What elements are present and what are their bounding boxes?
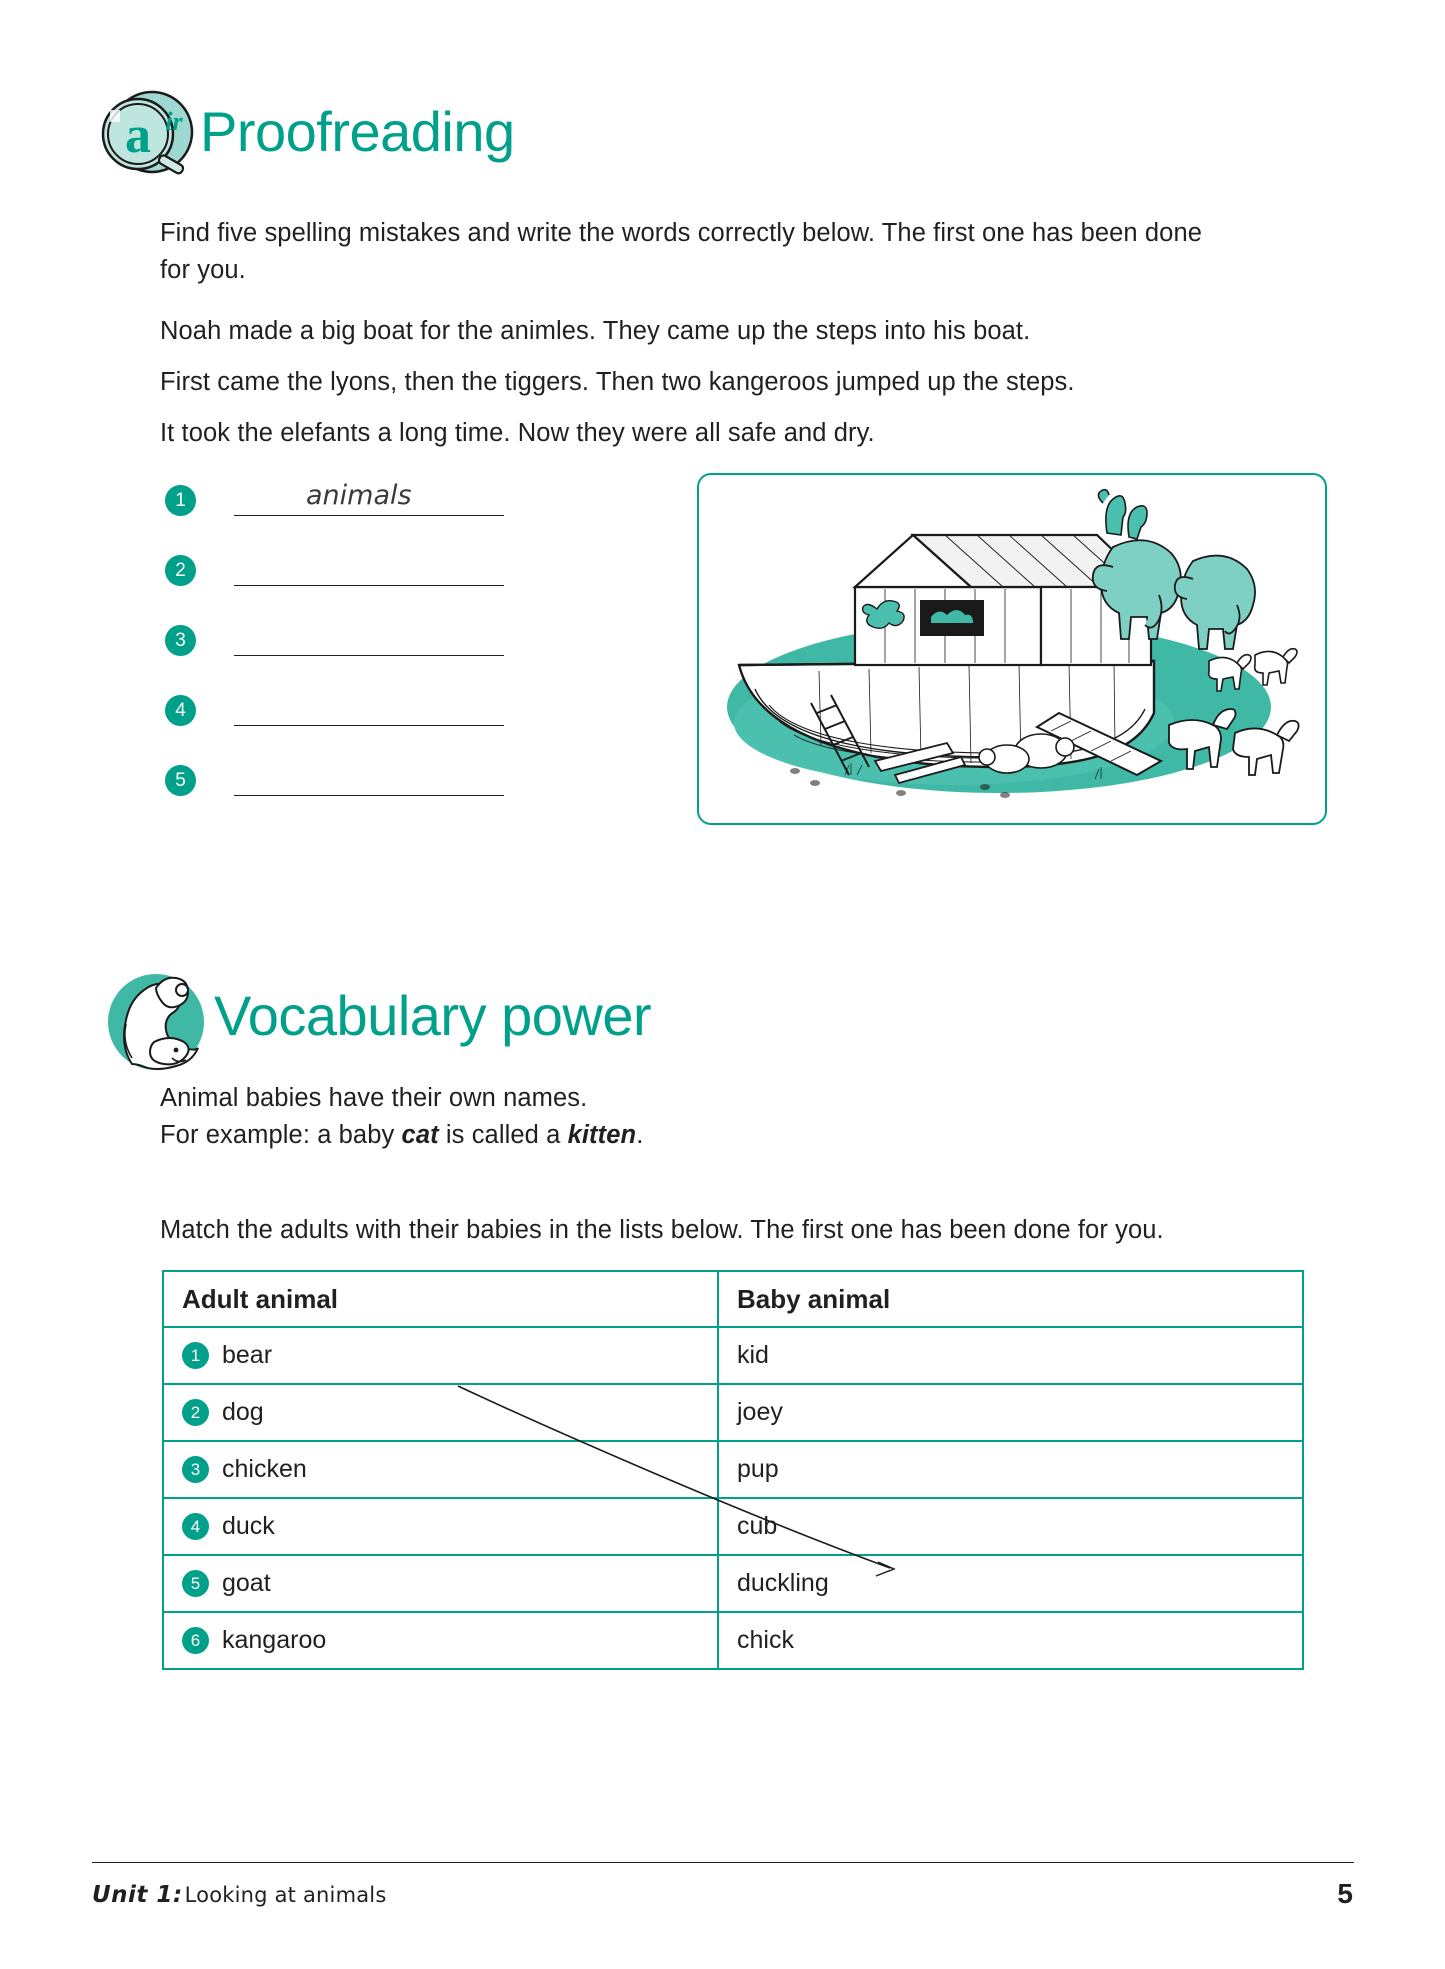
svg-text:a: a [125,107,151,164]
row-number-badge: 1 [182,1342,209,1369]
table-row[interactable] [163,1498,1303,1555]
table-row[interactable] [163,1384,1303,1441]
baby-cell[interactable]: chick [718,1612,1303,1669]
bold-word-kitten: kitten [567,1121,637,1149]
footer-divider [92,1862,1354,1863]
adult-baby-animal-table [162,1270,1304,1670]
answer-input-line[interactable] [234,556,504,586]
noahs-ark-illustration-frame [697,473,1327,825]
intro-post: . [636,1121,644,1149]
answer-number-badge: 4 [165,695,196,726]
intro-pre: For example: a baby [160,1121,402,1149]
footer-unit-number: Unit 1: [92,1882,183,1908]
column-header-adult: Adult animal [163,1271,718,1327]
proofreading-instruction: Find five spelling mistakes and write the words correctly below. The first one has been done for you. [160,219,1203,284]
svg-text:ir: ir [165,107,183,136]
noahs-ark-illustration [699,475,1325,823]
adult-animal-label: kangaroo [222,1626,327,1654]
footer-unit-subtitle: Looking at animals [184,1883,387,1907]
polar-bear-icon [96,960,214,1072]
answer-number-badge: 1 [165,485,196,516]
answer-input-line[interactable] [234,626,504,656]
adult-cell[interactable] [163,1327,718,1384]
adult-animal-label: goat [222,1569,271,1597]
answer-number-badge: 2 [165,555,196,586]
proofreading-heading [92,78,515,186]
adult-animal-label: bear [222,1341,273,1369]
table-row[interactable] [163,1441,1303,1498]
answer-number-badge: 5 [165,765,196,796]
answer-row-1[interactable] [165,480,504,516]
answer-number-badge: 3 [165,625,196,656]
adult-cell[interactable] [163,1441,718,1498]
bold-word-cat: cat [401,1121,439,1149]
answer-input-line[interactable] [234,696,504,726]
table-header-row [163,1271,1303,1327]
baby-cell[interactable]: cub [718,1498,1303,1555]
adult-cell[interactable] [163,1555,718,1612]
row-number-badge: 6 [182,1627,209,1654]
answer-row-3[interactable] [165,625,504,656]
page-number: 5 [1337,1878,1353,1909]
row-number-badge: 2 [182,1399,209,1426]
adult-cell[interactable] [163,1612,718,1669]
table-row[interactable] [163,1555,1303,1612]
answer-input-line[interactable] [234,480,504,516]
vocabulary-title: Vocabulary power [214,984,652,1047]
proofreading-title: Proofreading [200,100,515,163]
answer-row-5[interactable] [165,765,504,796]
baby-cell[interactable]: duckling [718,1555,1303,1612]
column-header-baby: Baby animal [718,1271,1303,1327]
passage-line-2: First came the lyons, then the tiggers. Then two kangeroos jumped up the steps. [160,368,1075,396]
answer-row-2[interactable] [165,555,504,586]
row-number-badge: 4 [182,1513,209,1540]
adult-cell[interactable] [163,1384,718,1441]
passage-line-1: Noah made a big boat for the animles. They came up the steps into his boat. [160,317,1031,345]
intro-mid: is called a [438,1121,568,1149]
vocabulary-heading [96,960,651,1072]
table-row[interactable] [163,1612,1303,1669]
baby-cell[interactable]: pup [718,1441,1303,1498]
magnifier-a-icon [92,78,200,186]
table-row[interactable] [163,1327,1303,1384]
row-number-badge: 3 [182,1456,209,1483]
row-number-badge: 5 [182,1570,209,1597]
baby-cell[interactable]: kid [718,1327,1303,1384]
adult-animal-label: dog [222,1398,264,1426]
baby-cell[interactable]: joey [718,1384,1303,1441]
passage-line-3: It took the elefants a long time. Now they were all safe and dry. [160,419,875,447]
vocabulary-intro-line-2 [160,1117,643,1154]
answer-row-4[interactable] [165,695,504,726]
vocabulary-intro-line-1: Animal babies have their own names. [160,1084,588,1112]
vocabulary-instruction: Match the adults with their babies in the lists below. The first one has been done for you. [160,1216,1164,1244]
answer-handwritten-value: animals [306,480,412,511]
adult-animal-label: duck [222,1512,275,1540]
adult-animal-label: chicken [222,1455,307,1483]
answer-input-line[interactable] [234,766,504,796]
footer-unit-label [92,1882,386,1908]
adult-cell[interactable] [163,1498,718,1555]
